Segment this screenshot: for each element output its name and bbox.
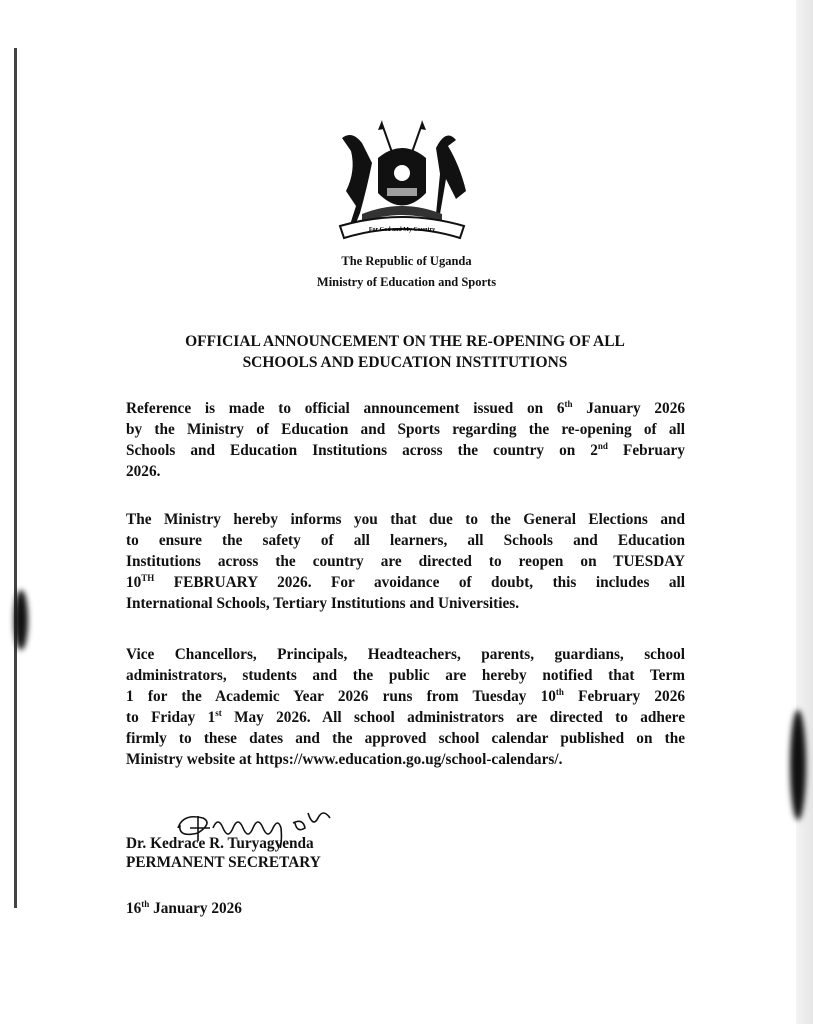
text-run: Reference is made to official announcement issued on 6 bbox=[126, 400, 565, 417]
title-line: SCHOOLS AND EDUCATION INSTITUTIONS bbox=[242, 354, 568, 371]
ministry-name: Ministry of Education and Sports bbox=[316, 275, 497, 289]
text-run: May 2026. All school administrators are directed to adhere bbox=[221, 709, 685, 726]
signatory-name: Dr. Kedrace R. Turyagyenda bbox=[126, 835, 314, 852]
scan-smudge bbox=[14, 590, 28, 650]
text-run: International Schools, Tertiary Institutions and Universities. bbox=[126, 595, 520, 612]
text-line bbox=[126, 644, 685, 665]
uganda-coat-of-arms-icon bbox=[332, 118, 472, 246]
text-line bbox=[126, 593, 685, 614]
text-line bbox=[126, 509, 685, 530]
paragraph-term-dates bbox=[126, 644, 685, 770]
date-day: 16 bbox=[126, 900, 142, 917]
text-run: January 2026 bbox=[572, 400, 686, 417]
crest-motto: For God and My Country bbox=[368, 227, 436, 233]
text-run: The Ministry hereby informs you that due to the General Elections and bbox=[126, 511, 685, 528]
text-run: FEBRUARY 2026. For avoidance of doubt, this includes all bbox=[154, 574, 685, 591]
text-run: 10 bbox=[126, 574, 142, 591]
text-run: administrators, students and the public are hereby notified that Term bbox=[126, 667, 685, 684]
text-line bbox=[126, 572, 685, 593]
page-edge-shadow bbox=[796, 0, 813, 1024]
text-run: firmly to these dates and the approved school calendar published on the bbox=[126, 730, 685, 747]
title-line: OFFICIAL ANNOUNCEMENT ON THE RE-OPENING OF ALL bbox=[185, 333, 625, 350]
document-date bbox=[126, 900, 242, 918]
text-run: by the Ministry of Education and Sports regarding the re-opening of all bbox=[126, 421, 685, 438]
superscript: th bbox=[555, 687, 564, 697]
text-run: 2026. bbox=[126, 463, 161, 480]
document-title bbox=[100, 331, 710, 373]
superscript: st bbox=[215, 708, 222, 718]
date-rest: January 2026 bbox=[149, 900, 242, 917]
text-line bbox=[126, 728, 685, 749]
text-line bbox=[126, 461, 685, 482]
signatory-position: PERMANENT SECRETARY bbox=[126, 854, 321, 871]
text-run: Schools and Education Institutions across the country on 2 bbox=[126, 442, 598, 459]
paragraph-reference bbox=[126, 398, 685, 482]
superscript: th bbox=[564, 399, 573, 409]
text-line bbox=[126, 665, 685, 686]
text-line bbox=[126, 749, 685, 770]
text-run: February bbox=[607, 442, 685, 459]
text-line bbox=[126, 419, 685, 440]
text-run: February 2026 bbox=[563, 688, 685, 705]
scan-smudge bbox=[790, 710, 806, 820]
superscript: nd bbox=[597, 441, 608, 451]
superscript: TH bbox=[141, 573, 155, 583]
republic-name: The Republic of Uganda bbox=[341, 254, 472, 268]
text-line bbox=[126, 686, 685, 707]
paragraph-reopening-date bbox=[126, 509, 685, 614]
page-edge-line bbox=[14, 48, 17, 908]
text-line bbox=[126, 707, 685, 728]
date-suffix: th bbox=[141, 899, 150, 909]
text-run: Ministry website at https://www.education.go.ug/school-calendars/. bbox=[126, 751, 563, 768]
text-line bbox=[126, 398, 685, 419]
text-run: to ensure the safety of all learners, all Schools and Education bbox=[126, 532, 685, 549]
text-run: Vice Chancellors, Principals, Headteachers, parents, guardians, school bbox=[126, 646, 685, 663]
text-line bbox=[126, 551, 685, 572]
text-run: Institutions across the country are directed to reopen on TUESDAY bbox=[126, 553, 685, 570]
text-line bbox=[126, 530, 685, 551]
text-line bbox=[126, 440, 685, 461]
text-run: 1 for the Academic Year 2026 runs from Tuesday 10 bbox=[126, 688, 556, 705]
text-run: to Friday 1 bbox=[126, 709, 216, 726]
